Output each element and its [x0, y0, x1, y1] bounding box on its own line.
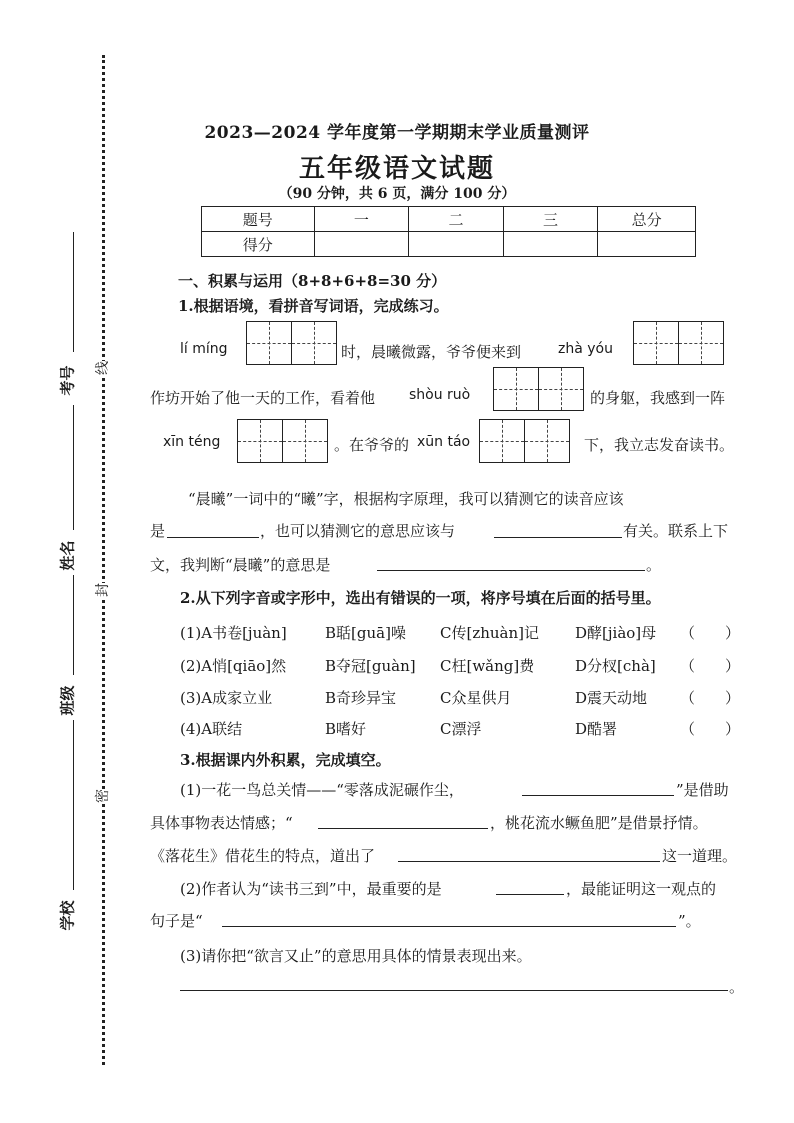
- q1-sub-line-3a: 文，我判断“晨曦”的意思是: [150, 556, 331, 574]
- q3-1-text-f: 这一道理。: [662, 847, 738, 865]
- score-input-1[interactable]: [314, 232, 409, 257]
- q1-pinyin-1: lí míng: [180, 341, 228, 357]
- exam-subject-title: 五年级语文试题: [298, 154, 495, 184]
- q2-option-2c: C枉[wǎng]费: [440, 657, 535, 675]
- score-cell-2: 二: [409, 207, 504, 232]
- q1-pinyin-3: shòu ruò: [409, 387, 471, 403]
- score-input-3[interactable]: [503, 232, 598, 257]
- side-line-xuexiao: [73, 720, 74, 890]
- q1-text-3: 的身躯，我感到一阵: [590, 389, 726, 407]
- cut-word-mi: 密: [92, 789, 112, 803]
- q3-2-text-d: ”。: [678, 912, 701, 930]
- q3-2-text-c: 句子是“: [150, 912, 203, 930]
- score-table-header-row: [202, 207, 696, 232]
- q1-sub-line-2b: ，也可以猜测它的意思应该与: [260, 522, 456, 540]
- score-input-total[interactable]: [598, 232, 696, 257]
- q2-option-1b: B聒[guā]噪: [325, 624, 406, 642]
- cut-word-xian: 线: [92, 361, 112, 375]
- q2-option-4c: C漂浮: [440, 720, 482, 738]
- score-input-2[interactable]: [409, 232, 504, 257]
- q3-1-text-e: 《落花生》借花生的特点，道出了: [150, 847, 376, 865]
- side-label-xuexiao: 学校: [58, 900, 77, 931]
- q1-blank-meaning[interactable]: [377, 570, 645, 571]
- q3-2-blank-2[interactable]: [222, 926, 676, 927]
- exam-term-title: 2023—2024 学年度第一学期期末学业质量测评: [204, 123, 590, 143]
- binding-dotted-line: [102, 55, 105, 1065]
- q3-3-text: (3)请你把“欲言又止”的意思用具体的情景表现出来。: [180, 947, 532, 965]
- q2-option-4a: (4)A联结: [180, 720, 243, 738]
- q1-sub-line-3b: 。: [646, 556, 662, 574]
- q1-pinyin-2: zhà yóu: [558, 341, 613, 357]
- q3-1-text-c: 具体事物表达情感；“: [150, 814, 293, 832]
- q1-blank-meaning-relation[interactable]: [494, 537, 622, 538]
- q3-1-text-a: (1)一花一鸟总关情——“零落成泥碾作尘，: [180, 781, 464, 799]
- score-cell-label: 题号: [202, 207, 315, 232]
- exam-info: （90 分钟，共 6 页，满分 100 分）: [278, 186, 516, 202]
- q3-1-blank-2[interactable]: [318, 828, 488, 829]
- q1-text-5: 下，我立志发奋读书。: [584, 436, 735, 454]
- section1-title: 一、积累与运用（8+8+6+8=30 分）: [178, 272, 447, 290]
- score-cell-3: 三: [503, 207, 598, 232]
- q1-text-1: 时，晨曦微露，爷爷便来到: [341, 343, 522, 361]
- q1-sub-line-2a: 是: [150, 522, 166, 540]
- q1-answer-grid-5[interactable]: [479, 419, 570, 463]
- q3-3-end: 。: [729, 978, 745, 996]
- q2-option-1d: D酵[jiào]母: [575, 624, 657, 642]
- q2-answer-bracket-4[interactable]: （ ）: [680, 720, 741, 738]
- q1-answer-grid-1[interactable]: [246, 321, 337, 365]
- score-cell-total: 总分: [598, 207, 696, 232]
- q2-answer-bracket-2[interactable]: （ ）: [680, 657, 741, 675]
- cut-word-feng: 封: [92, 583, 112, 597]
- q2-answer-bracket-3[interactable]: （ ）: [680, 689, 741, 707]
- q2-option-3a: (3)A成家立业: [180, 689, 273, 707]
- q2-option-3d: D震天动地: [575, 689, 648, 707]
- q3-title: 3.根据课内外积累，完成填空。: [180, 751, 391, 769]
- q2-answer-bracket-1[interactable]: （ ）: [680, 624, 741, 642]
- q3-1-blank-1[interactable]: [522, 795, 674, 796]
- side-line-xingming: [73, 405, 74, 530]
- side-line-kaohao: [73, 232, 74, 352]
- side-label-banji: 班级: [58, 685, 77, 716]
- q1-answer-grid-4[interactable]: [237, 419, 328, 463]
- q2-option-4b: B嗜好: [325, 720, 367, 738]
- q1-title: 1.根据语境，看拼音写词语，完成练习。: [178, 297, 449, 315]
- q2-option-1c: C传[zhuàn]记: [440, 624, 540, 642]
- score-row-label: 得分: [202, 232, 315, 257]
- q1-text-4: 。在爷爷的: [334, 436, 410, 454]
- q3-1-text-b: ”是借助: [676, 781, 729, 799]
- q2-option-4d: D酷署: [575, 720, 618, 738]
- q3-1-text-d: ，桃花流水鳜鱼肥”是借景抒情。: [490, 814, 708, 832]
- q3-3-answer-line[interactable]: [180, 990, 728, 991]
- side-label-kaohao: 考号: [58, 365, 77, 396]
- q2-option-2a: (2)A悄[qiāo]然: [180, 657, 287, 675]
- q1-answer-grid-2[interactable]: [633, 321, 724, 365]
- score-cell-1: 一: [314, 207, 409, 232]
- q2-title: 2.从下列字音或字形中，选出有错误的一项，将序号填在后面的括号里。: [180, 589, 661, 607]
- side-label-xingming: 姓名: [58, 540, 77, 571]
- q3-2-blank-1[interactable]: [496, 894, 564, 895]
- q2-option-1a: (1)A书卷[juàn]: [180, 624, 287, 642]
- q3-2-text-a: (2)作者认为“读书三到”中，最重要的是: [180, 880, 442, 898]
- q2-option-2d: D分杈[chà]: [575, 657, 656, 675]
- q3-2-text-b: ，最能证明这一观点的: [566, 880, 717, 898]
- q3-1-blank-3[interactable]: [398, 861, 660, 862]
- q1-blank-pronunciation[interactable]: [167, 537, 259, 538]
- q1-sub-line-2c: 有关。联系上下: [623, 522, 729, 540]
- q2-option-3c: C众星供月: [440, 689, 512, 707]
- q2-option-3b: B奇珍异宝: [325, 689, 397, 707]
- q2-option-2b: B夺冠[guàn]: [325, 657, 416, 675]
- q1-answer-grid-3[interactable]: [493, 367, 584, 411]
- score-table: [201, 206, 696, 257]
- q1-pinyin-5: xūn táo: [417, 434, 471, 450]
- q1-pinyin-4: xīn téng: [163, 434, 221, 450]
- q1-text-2: 作坊开始了他一天的工作，看着他: [150, 389, 376, 407]
- q1-sub-line-1: “晨曦”一词中的“曦”字，根据构字原理，我可以猜测它的读音应该: [188, 490, 624, 508]
- score-table-score-row: [202, 232, 696, 257]
- side-line-banji: [73, 575, 74, 675]
